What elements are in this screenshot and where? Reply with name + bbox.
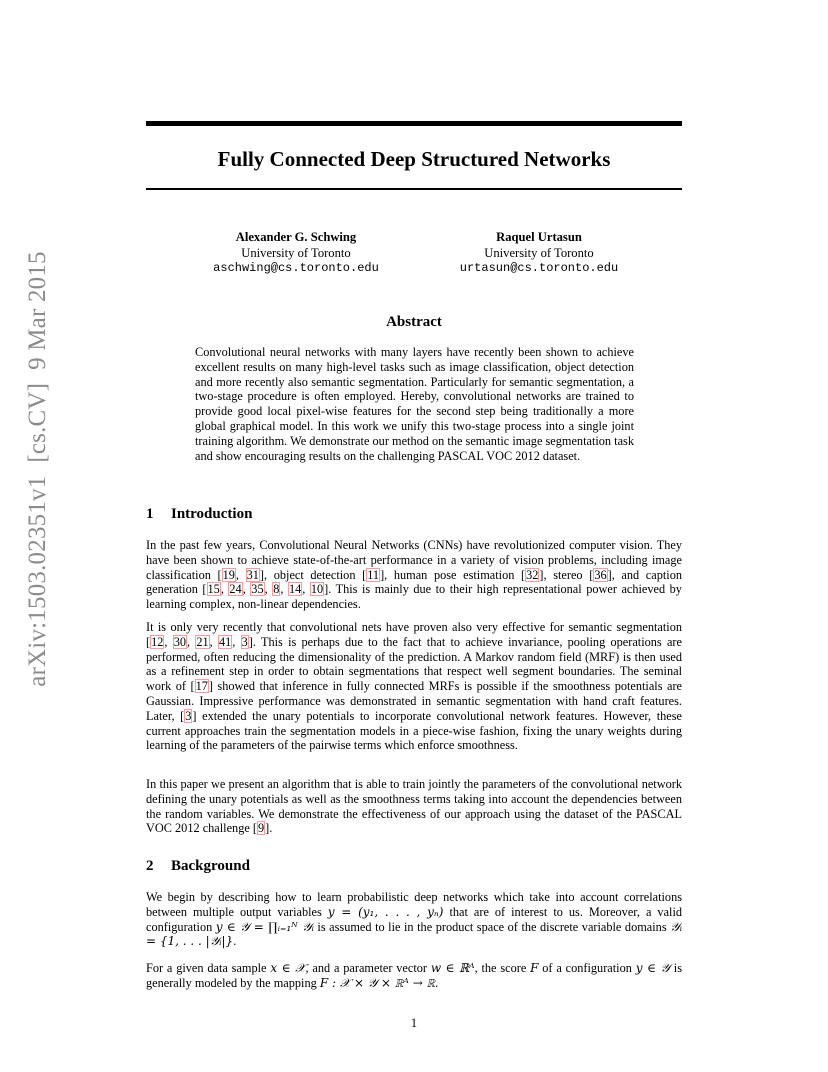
citation-link[interactable]: 36: [594, 567, 607, 582]
math-expression: y = (y₁, . . . , yₙ): [327, 904, 444, 919]
title-bottom-rule: [146, 188, 682, 190]
abstract-heading: Abstract: [386, 314, 442, 330]
arxiv-stamp-text: arXiv:1503.02351v1 [cs.CV] 9 Mar 2015: [24, 251, 51, 687]
math-expression: y ∈ 𝒴: [635, 961, 670, 975]
citation-link[interactable]: 19: [222, 567, 235, 582]
paragraph-text: ], human pose estimation [: [380, 567, 526, 582]
paper-title: Fully Connected Deep Structured Networks: [217, 147, 611, 171]
citation-link[interactable]: 14: [288, 582, 302, 597]
citation-link[interactable]: 15: [207, 582, 220, 597]
paragraph-text: ].: [265, 821, 273, 836]
author-name: Raquel Urtasun: [496, 230, 582, 244]
author-affiliation: University of Toronto: [241, 245, 351, 260]
paragraph-text: ]. This is mainly due to their high representational power achieved by learning complex, non-linear dependencies.: [146, 582, 682, 612]
section-number: 1: [146, 506, 154, 522]
math-expression: F: [530, 961, 539, 975]
author-block-1: [166, 230, 426, 277]
title-top-rule: [146, 121, 682, 126]
section-heading-background: [146, 857, 250, 875]
citation-link[interactable]: 3: [241, 634, 248, 649]
paragraph-text: , and a parameter vector: [305, 961, 431, 975]
author-affiliation: University of Toronto: [484, 245, 594, 260]
math-expression: x ∈ 𝒳: [270, 961, 306, 975]
section-title: Introduction: [171, 506, 253, 522]
citation-link[interactable]: 3: [185, 708, 192, 723]
citation-link[interactable]: 35: [251, 582, 264, 597]
paragraph-text: .: [435, 975, 439, 990]
paragraph-text: In this paper we present an algorithm that is able to train jointly the parameters of the convolutional network defining the unary potentials as well as the smoothness terms taking into account the dependencies between the random variables. We demonstrate the effectiveness of our approach using the dataset of the PASCAL VOC 2012 challenge [: [146, 777, 682, 836]
paragraph-text: that are of interest to us. Moreover, a valid configuration: [146, 904, 683, 934]
paragraph-text: ], stereo [: [539, 567, 594, 582]
paragraph-text: In the past few years, Convolutional Neural Networks (CNNs) have revolutionized computer vision. They have been shown to achieve state-of-the-art performance in a variety of vision problems, including image classification [: [146, 538, 682, 582]
paragraph-text: For a given data sample: [146, 961, 271, 975]
author-block-2: [409, 230, 669, 277]
section-number: 2: [146, 858, 154, 874]
background-paragraph-2: [146, 961, 682, 991]
citation-link[interactable]: 8: [273, 582, 280, 597]
page-number: 1: [410, 1016, 418, 1030]
intro-paragraph-2: It is only very recently that convolutional nets have proven also very effective for semantic segmentation [12, 30, 21, 41, 3]. This is perhaps due to the fact that to achieve invariance, pooling operations are performed, often reducing the dimensionality of the prediction. A Markov random field (MRF) is then used as a refinement step in order to obtain segmentations that respect well segment boundaries. The seminal work of [17] showed that inference in fully connected MRFs is possible if the smoothness potentials are Gaussian. Impressive performance was demonstrated in semantic segmentation with hand craft features. Later, [3] extended the unary potentials to incorporate convolutional network features. However, these current approaches train the segmentation models in a piece-wise fashion, fixing the unary weights during learning of the parameters of the pairwise terms which enforce smoothness.: [146, 620, 682, 753]
paragraph-text: ] extended the unary potentials to incorporate convolutional network features. However, these current approaches train the segmentation models in a piece-wise fashion, fixing the unary weights during learning of the parameters of the pairwise terms which enforce smoothness.: [146, 708, 682, 753]
paragraph-text: , the score: [474, 961, 531, 975]
citation-link[interactable]: 10: [310, 582, 324, 597]
citation-link[interactable]: 31: [246, 567, 259, 582]
paragraph-text: ]. This is perhaps due to the fact that to achieve invariance, pooling operations are performed, often reducing the dimensionality of the prediction. A Markov random field (MRF) is then used as a refinement step in order to obtain segmentations that respect well segment boundaries. The seminal work of [: [146, 634, 682, 694]
paragraph-text: is generally modeled by the mapping: [146, 961, 683, 990]
citation-link[interactable]: 21: [196, 634, 209, 649]
math-expression: w ∈ ℝᴬ: [430, 961, 475, 975]
paragraph-text: ], object detection [: [259, 567, 367, 582]
citation-link[interactable]: 11: [367, 567, 380, 582]
section-heading-introduction: [146, 505, 252, 523]
math-expression: F : 𝒳 × 𝒴 × ℝᴬ → ℝ: [319, 975, 436, 990]
section-title: Background: [171, 858, 250, 874]
abstract-text: Convolutional neural networks with many layers have recently been shown to achieve excellent results on many high-level tasks such as image classification, object detection and more recently also semantic segmentation. Particularly for semantic segmentation, a two-stage procedure is often employed. Hereby, convolutional networks are trained to provide good local pixel-wise features for the second step being traditionally a more global graphical model. In this work we unify this two-stage process into a single joint training algorithm. We demonstrate our method on the semantic image segmentation task and show encouraging results on the challenging PASCAL VOC 2012 dataset.: [195, 345, 634, 463]
paragraph-text: It is only very recently that convolutional nets have proven also very effective for semantic segmentation [: [146, 620, 682, 649]
paragraph-text: of a configuration: [538, 961, 636, 975]
intro-paragraph-3: [146, 777, 682, 836]
paragraph-text: ], and caption generation [: [146, 567, 682, 597]
math-expression: y ∈ 𝒴 = ∏ᵢ₌₁ᴺ 𝒴ᵢ: [215, 919, 314, 934]
math-expression: 𝒴ᵢ = {1, . . . |𝒴ᵢ|}: [146, 919, 682, 949]
citation-link[interactable]: 41: [218, 634, 232, 649]
citation-link[interactable]: 12: [151, 634, 164, 649]
author-name: Alexander G. Schwing: [235, 230, 357, 244]
paragraph-text: We begin by describing how to learn probabilistic deep networks which take into account correlations between multiple output variables: [146, 890, 682, 919]
paragraph-text: is assumed to lie in the product space of the discrete variable domains: [313, 919, 671, 934]
intro-paragraph-1: In the past few years, Convolutional Neural Networks (CNNs) have revolutionized computer vision. They have been shown to achieve state-of-the-art performance in a variety of vision problems, including image classification [19, 31], object detection [11], human pose estimation [32], stereo [36], and caption generation [15, 24, 35, 8, 14, 10]. This is mainly due to their high representational power achieved by learning complex, non-linear dependencies.: [146, 538, 682, 612]
citation-link[interactable]: 24: [229, 582, 242, 597]
citation-link[interactable]: 32: [526, 567, 539, 582]
author-email[interactable]: aschwing@cs.toronto.edu: [213, 261, 379, 275]
paragraph-text: ] showed that inference in fully connected MRFs is possible if the smoothness potentials are Gaussian. Impressive performance was demonstrated in semantic segmentation with hand craft features. Later, [: [146, 679, 682, 723]
author-email[interactable]: urtasun@cs.toronto.edu: [459, 261, 619, 275]
paragraph-text: .: [233, 934, 237, 949]
citation-link[interactable]: 9: [257, 821, 265, 836]
background-paragraph-1: [146, 890, 682, 949]
citation-link[interactable]: 17: [195, 679, 208, 694]
citation-link[interactable]: 30: [173, 634, 187, 649]
